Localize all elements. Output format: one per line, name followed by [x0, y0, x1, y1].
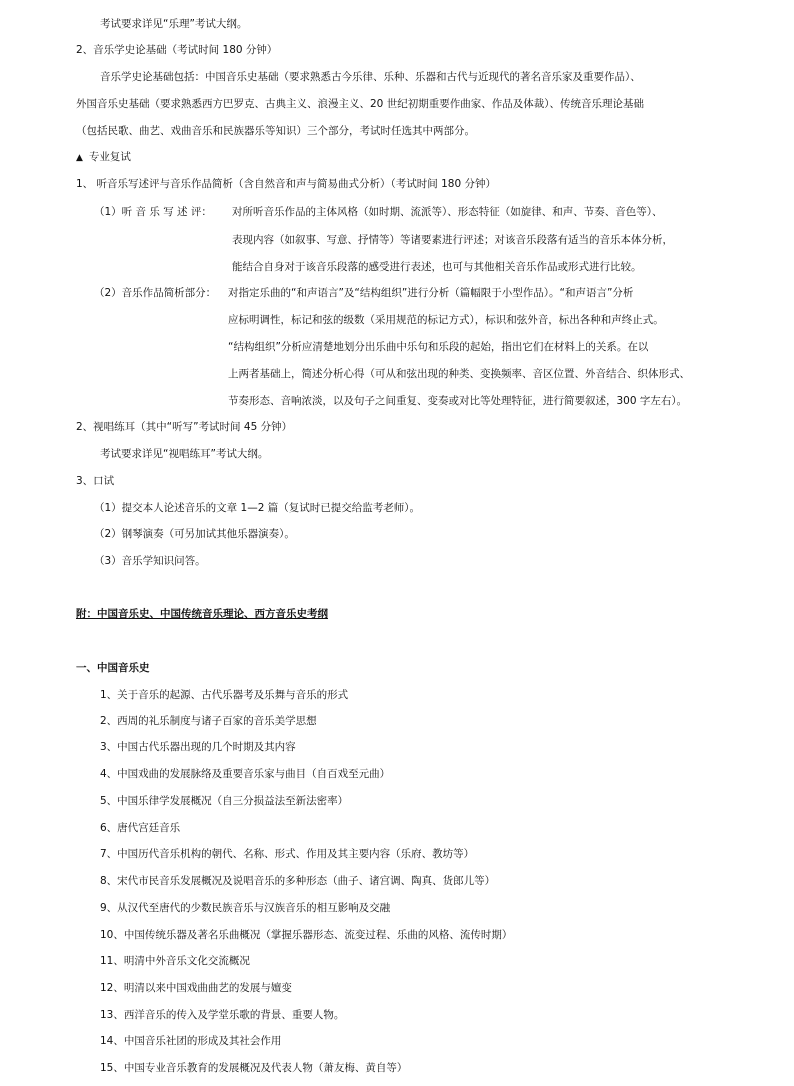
list-item: 11、明清中外音乐文化交流概况 — [100, 955, 250, 967]
subheading-label: （2）音乐作品简析部分： — [94, 287, 217, 299]
section-title-chinese-music-history: 一、中国音乐史 — [76, 662, 150, 674]
list-item: 3、中国古代乐器出现的几个时期及其内容 — [100, 741, 296, 753]
list-item: 13、西洋音乐的传入及学堂乐歌的背景、重要人物。 — [100, 1009, 345, 1021]
paragraph-line: 外国音乐史基础（要求熟悉西方巴罗克、古典主义、浪漫主义、20 世纪初期重要作曲家、作品及体裁）、传统音乐理论基础 — [76, 98, 644, 110]
list-item: 5、中国乐律学发展概况（自三分损益法至新法密率） — [100, 795, 349, 807]
paragraph-line: 考试要求详见“乐理”考试大纲。 — [100, 18, 248, 30]
paragraph-line: 上两者基础上，简述分析心得（可从和弦出现的种类、变换频率、音区位置、外音结合、织体形式、 — [228, 368, 690, 380]
paragraph-line: 表现内容（如叙事、写意、抒情等）等诸要素进行评述；对该音乐段落有适当的音乐本体分析， — [232, 234, 673, 246]
list-item: 6、唐代宫廷音乐 — [100, 822, 181, 834]
paragraph-line: 考试要求详见“视唱练耳”考试大纲。 — [100, 448, 269, 460]
heading-listening-review: 1、 听音乐写述评与音乐作品简析（含自然音和声与简易曲式分析）（考试时间 180 分钟） — [76, 178, 496, 190]
list-item: 8、宋代市民音乐发展概况及说唱音乐的多种形态（曲子、诸宫调、陶真、货郎儿等） — [100, 875, 496, 887]
triangle-bullet-icon: ▲ — [76, 153, 83, 163]
paragraph-line: 音乐学史论基础包括：中国音乐史基础（要求熟悉古今乐律、乐种、乐器和古代与近现代的著名音乐家及重要作品）、 — [100, 71, 641, 83]
list-item: 2、西周的礼乐制度与诸子百家的音乐美学思想 — [100, 715, 317, 727]
list-item: 12、明清以来中国戏曲曲艺的发展与嬗变 — [100, 982, 292, 994]
paragraph-line: 应标明调性，标记和弦的级数（采用规范的标记方式），标识和弦外音，标出各种和声终止式。 — [228, 314, 664, 326]
list-item: 9、从汉代至唐代的少数民族音乐与汉族音乐的相互影响及交融 — [100, 902, 391, 914]
list-item: 7、中国历代音乐机构的朝代、名称、形式、作用及其主要内容（乐府、教坊等） — [100, 848, 475, 860]
list-item: 10、中国传统乐器及著名乐曲概况（掌握乐器形态、流变过程、乐曲的风格、流传时期） — [100, 929, 513, 941]
paragraph-line: 对所听音乐作品的主体风格（如时期、流派等）、形态特征（如旋律、和声、节奏、音色等）、 — [232, 206, 663, 218]
list-item: （3）音乐学知识问答。 — [94, 555, 206, 567]
paragraph-line: 节奏形态、音响浓淡，以及句子之间重复、变奏或对比等处理特征，进行简要叙述，300 字左右）。 — [228, 395, 688, 407]
heading-oral-exam: 3、口试 — [76, 475, 115, 487]
paragraph-line: “结构组织”分析应清楚地划分出乐曲中乐句和乐段的起始，指出它们在材料上的关系。在以 — [228, 341, 649, 353]
paragraph-line: 对指定乐曲的“和声语言”及“结构组织”进行分析（篇幅限于小型作品）。“和声语言”分析 — [228, 287, 634, 299]
list-item: 4、中国戏曲的发展脉络及重要音乐家与曲目（自百戏至元曲） — [100, 768, 391, 780]
appendix-title: 附：中国音乐史、中国传统音乐理论、西方音乐史考纲 — [76, 608, 328, 620]
list-item: 1、关于音乐的起源、古代乐器考及乐舞与音乐的形式 — [100, 689, 349, 701]
list-item: 15、中国专业音乐教育的发展概况及代表人物（萧友梅、黄自等） — [100, 1062, 408, 1074]
heading-professional-retest: ▲ 专业复试 — [76, 151, 131, 163]
list-item: （1）提交本人论述音乐的文章 1—2 篇（复试时已提交给监考老师）。 — [94, 502, 420, 514]
list-item: 14、中国音乐社团的形成及其社会作用 — [100, 1035, 282, 1047]
subheading-label: （1）听 音 乐 写 述 评： — [94, 206, 212, 218]
paragraph-line: （包括民歌、曲艺、戏曲音乐和民族器乐等知识）三个部分，考试时任选其中两部分。 — [76, 125, 475, 137]
paragraph-line: 能结合自身对于该音乐段落的感受进行表述，也可与其他相关音乐作品或形式进行比较。 — [232, 261, 642, 273]
heading-sight-singing: 2、视唱练耳（其中“听写”考试时间 45 分钟） — [76, 421, 293, 433]
list-item: （2）钢琴演奏（可另加试其他乐器演奏）。 — [94, 528, 295, 540]
heading-music-history-theory: 2、音乐学史论基础（考试时间 180 分钟） — [76, 44, 278, 56]
